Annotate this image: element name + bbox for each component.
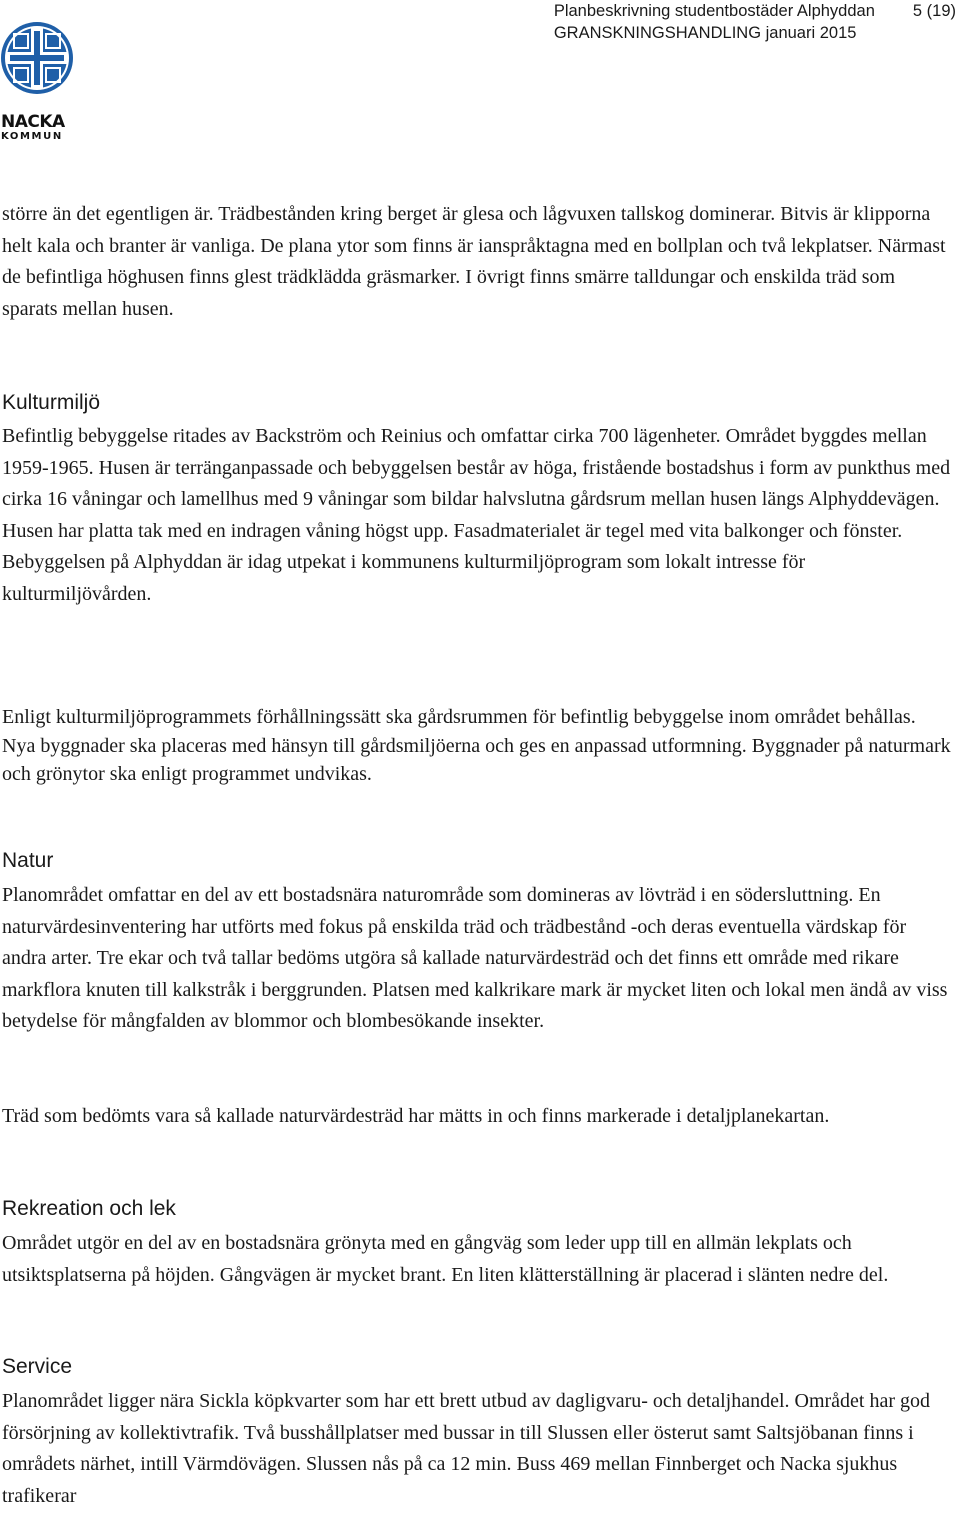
logo-line-1: NACKA — [1, 112, 65, 132]
logo-line-2: KOMMUN — [1, 131, 63, 142]
kulturmiljo-paragraph-2: Bebyggelsen på Alphyddan är idag utpekat i kommunens kulturmiljöprogram som lokalt intresse för kulturmiljövården. — [2, 551, 806, 605]
nacka-logo — [0, 18, 76, 142]
intro-paragraph-block — [2, 199, 952, 325]
kulturmiljo-paragraph-3: Enligt kulturmiljöprogrammets förhållningssätt ska gårdsrummen för befintlig bebyggelse inom området behållas. Nya byggnader ska placeras med hänsyn till gårdsmiljöerna och ges en anpassad utformning. Byggnader på naturmark och grönytor ska enligt programmet undvikas. — [2, 706, 951, 786]
heading-natur: Natur — [2, 849, 54, 872]
heading-service: Service — [2, 1355, 73, 1378]
natur-paragraph-2: Träd som bedömts vara så kallade naturvärdesträd har mätts in och finns markerade i detaljplanekartan. — [2, 1105, 830, 1127]
kulturmiljo-block — [2, 421, 952, 611]
kulturmiljo-paragraph-1: Befintlig bebyggelse ritades av Backström och Reinius och omfattar cirka 700 lägenheter. Området byggdes mellan 1959-1965. Husen är terränganpassade och bebyggelsen består av höga, fristående bostadshus i form av punkthus med cirka 16 våningar och lamellhus med 9 våningar som bildar halvslutna gårdsrum mellan husen längs Alphyddevägen. Husen har platta tak med en indragen våning högst upp. Fasadmaterialet är tegel med vita balkonger och fönster. — [2, 425, 951, 542]
heading-rekreation: Rekreation och lek — [2, 1197, 176, 1220]
heading-kulturmiljo: Kulturmiljö — [2, 391, 101, 414]
document-title: Planbeskrivning studentbostäder Alphyddan — [553, 2, 875, 20]
service-block — [2, 1386, 952, 1512]
page-number: 5 (19) — [912, 2, 956, 20]
natur-paragraph-1: Planområdet omfattar en del av ett bostadsnära naturområde som domineras av lövträd i en södersluttning. En naturvärdesinventering har utförts med fokus på enskilda träd och trädbestånd -och deras eventuella värdskap för andra arter. Tre ekar och två tallar bedöms utgöra så kallade naturvärdesträd och det finns ett område med rikare markflora knuten till kalkstråk i berggrunden. Platsen med kalkrikare mark är mycket liten och lokal men ändå av viss betydelse för mångfalden av blommor och blombesökande insekter. — [2, 884, 948, 1033]
logo-wordmark — [1, 114, 75, 142]
natur-block — [2, 880, 952, 1038]
rekreation-block — [2, 1228, 952, 1291]
nacka-kommun-emblem-icon — [0, 18, 76, 98]
intro-paragraph: större än det egentligen är. Trädbestånden kring berget är glesa och lågvuxen tallskog dominerar. Bitvis är klipporna helt kala och branter är vanliga. De plana ytor som finns är ianspråktagna med en bollplan och två lekplatser. Närmast de befintliga höghusen finns glest trädklädda gräsmarker. I övrigt finns smärre talldungar och enskilda träd som sparats mellan husen. — [2, 203, 946, 320]
kulturmiljo-block-2 — [2, 703, 952, 789]
natur-block-2 — [2, 1101, 952, 1133]
rekreation-paragraph-1: Området utgör en del av en bostadsnära grönyta med en gångväg som leder upp till en allmän lekplats och utsiktsplatserna på höjden. Gångvägen är mycket brant. En liten klätterställning är placerad i slänten nedre del. — [2, 1232, 889, 1286]
page-header — [554, 0, 956, 44]
document-status: GRANSKNINGSHANDLING januari 2015 — [553, 24, 857, 42]
service-paragraph-1: Planområdet ligger nära Sickla köpkvarter som har ett brett utbud av dagligvaru- och detaljhandel. Området har god försörjning av kollektivtrafik. Två busshållplatser med bussar in till Slussen eller österut samt Saltsjöbanan finns i områdets närhet, intill Värmdövägen. Slussen nås på ca 12 min. Buss 469 mellan Finnberget och Nacka sjukhus trafikerar — [2, 1390, 931, 1507]
